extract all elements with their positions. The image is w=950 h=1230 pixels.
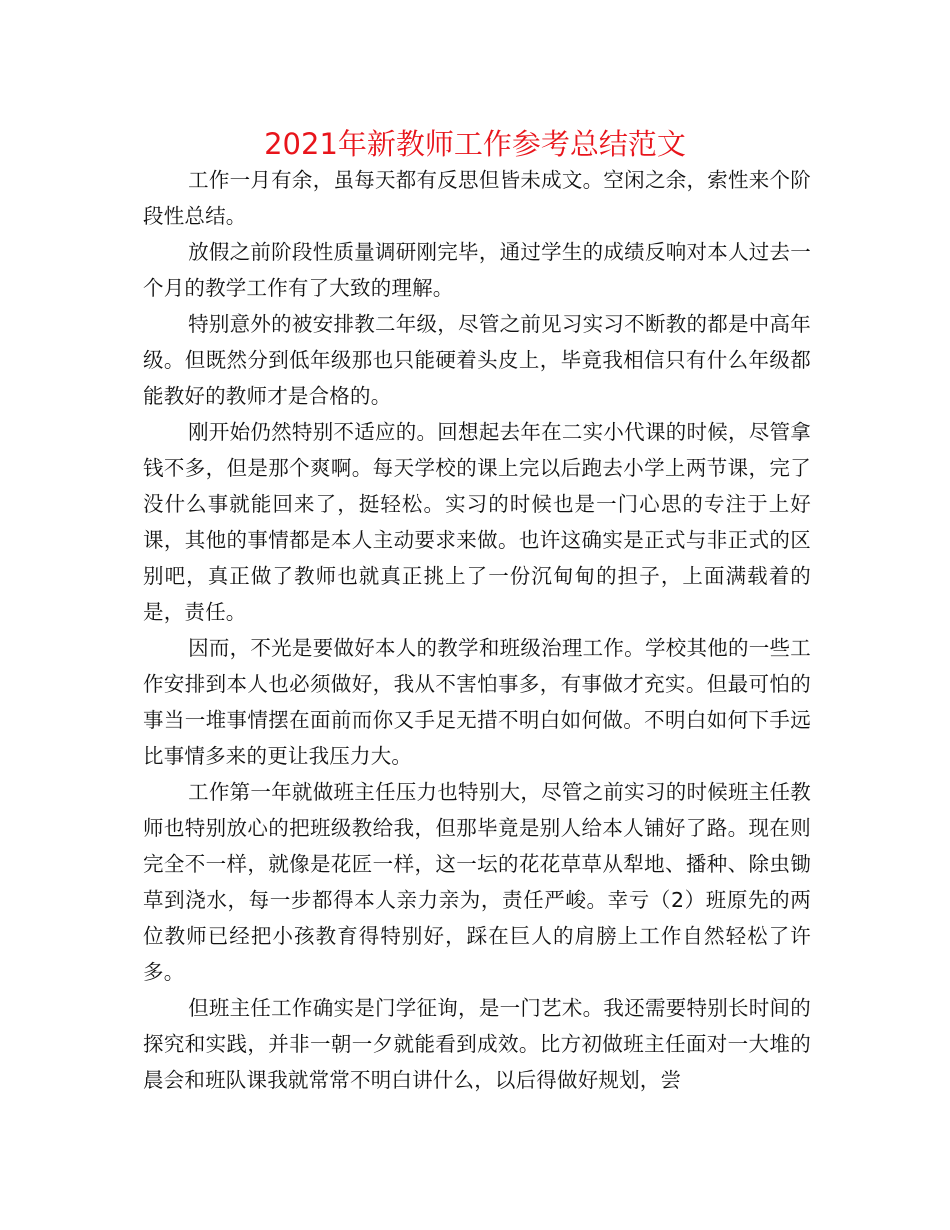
document-body bbox=[143, 162, 811, 1098]
paragraph: 但班主任工作确实是门学征询，是一门艺术。我还需要特别长时间的探究和实践，并非一朝一夕就能看到成效。比方初做班主任面对一大堆的晨会和班队课我就常常不明白讲什么，以后得做好规划，尝 bbox=[143, 996, 811, 1092]
paragraph: 工作一月有余，虽每天都有反思但皆未成文。空闲之余，索性来个阶段性总结。 bbox=[143, 168, 811, 228]
paragraph: 因而，不光是要做好本人的教学和班级治理工作。学校其他的一些工作安排到本人也必须做好，我从不害怕事多，有事做才充实。但最可怕的事当一堆事情摆在面前而你又手足无措不明白如何做。不明白如何下手远比事情多来的更让我压力大。 bbox=[143, 636, 811, 768]
paragraph: 特别意外的被安排教二年级，尽管之前见习实习不断教的都是中高年级。但既然分到低年级那也只能硬着头皮上，毕竟我相信只有什么年级都能教好的教师才是合格的。 bbox=[143, 312, 811, 408]
document-title: 2021年新教师工作参考总结范文 bbox=[264, 127, 686, 161]
paragraph: 放假之前阶段性质量调研刚完毕，通过学生的成绩反响对本人过去一个月的教学工作有了大致的理解。 bbox=[143, 240, 811, 300]
paragraph: 刚开始仍然特别不适应的。回想起去年在二实小代课的时候，尽管拿钱不多，但是那个爽啊。每天学校的课上完以后跑去小学上两节课，完了没什么事就能回来了，挺轻松。实习的时候也是一门心思的专注于上好课，其他的事情都是本人主动要求来做。也许这确实是正式与非正式的区别吧，真正做了教师也就真正挑上了一份沉甸甸的担子，上面满载着的是，责任。 bbox=[143, 420, 811, 624]
paragraph: 工作第一年就做班主任压力也特别大，尽管之前实习的时候班主任教师也特别放心的把班级教给我，但那毕竟是别人给本人铺好了路。现在则完全不一样，就像是花匠一样，这一坛的花花草草从犁地、播种、除虫锄草到浇水，每一步都得本人亲力亲为，责任严峻。幸亏（2）班原先的两位教师已经把小孩教育得特别好，踩在巨人的肩膀上工作自然轻松了许多。 bbox=[143, 780, 811, 984]
